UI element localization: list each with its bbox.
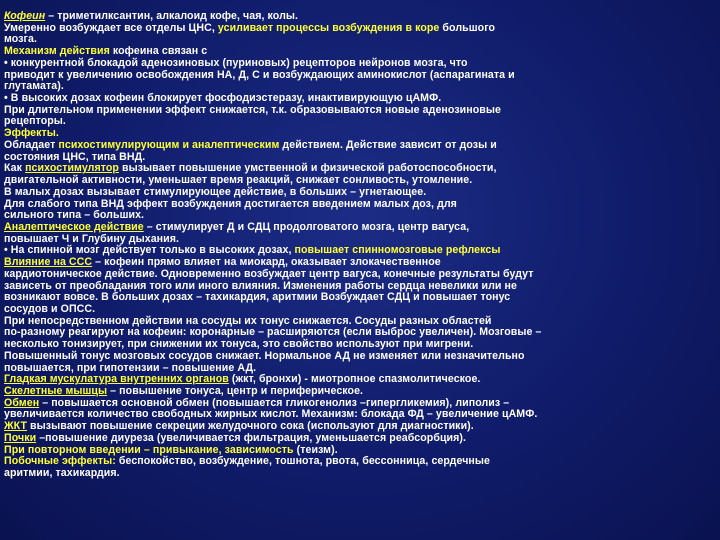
text: При непосредственном действии на сосуды их тонус снижается. Сосуды разных областей: [4, 314, 492, 327]
term-analeptic: Аналептическое действие: [4, 220, 144, 233]
text: – повышается основной обмен (повышается гликогенолиз –гипергликемия), липолиз –: [39, 396, 510, 409]
text: действием. Действие зависит от дозы и: [279, 138, 497, 151]
term-skeletal: Скелетные мышцы: [4, 385, 108, 397]
paragraph-side-effects-cont: [4, 468, 716, 480]
text: приводит к увеличению освобождения НА, Д, С и возбуждающих аминокислот (аспарагината и: [4, 68, 515, 81]
text: двигательной активности, уменьшает время реакций, снижает сонливость, утомление.: [4, 174, 473, 187]
text: В малых дозах вызывает стимулирующее действие, в больших – угнетающее.: [4, 185, 427, 198]
text: Для слабого типа ВНД эффект возбуждения достигается введением малых доз, для: [4, 197, 457, 210]
text: кофеина связан с: [109, 45, 208, 58]
text: При длительном применении эффект снижается, т.к. образовываются новые аденозиновые: [4, 103, 501, 116]
text: беспокойство, возбуждение, тошнота, рвота, бессонница, сердечные: [115, 455, 490, 468]
highlight: усиливает процессы возбуждения в коре: [217, 21, 440, 34]
text: возникают вовсе. В больших дозах – тахикардия, аритмии Возбуждает СДЦ и повышает тонус: [4, 291, 511, 304]
text: сильного типа – больших.: [4, 209, 145, 222]
highlight: психостимулирующим и аналептическим: [58, 138, 280, 151]
text: аритмии, тахикардия.: [4, 467, 120, 480]
text: • На спинной мозг действует только в высоких дозах,: [4, 244, 295, 257]
text: –повышение диуреза (увеличивается фильтрация, уменьшается реабсорбция).: [36, 431, 467, 444]
text: вызывает повышение умственной и физической работоспособности,: [118, 162, 497, 175]
text: – триметилксантин, алкалоид кофе, чая, колы.: [45, 10, 299, 22]
term-metabolism: Обмен: [4, 396, 40, 409]
text: Повышенный тонус мозговых сосудов снижает. Нормальное АД не изменяет или незначительно: [4, 349, 525, 362]
term-effects: Эффекты.: [4, 127, 59, 140]
text: сосудов и ОПСС.: [4, 302, 96, 315]
text: • В высоких дозах кофеин блокирует фосфодиэстеразу, инактивирующую цАМФ.: [4, 92, 442, 105]
bullet-adenosine-cont: [4, 70, 716, 82]
term-mechanism: Механизм действия: [4, 45, 110, 58]
highlight: При повторном введении – привыкание, зависимость: [4, 443, 294, 456]
paragraph-ccc-cont: [4, 292, 716, 304]
term-gi: ЖКТ: [4, 420, 28, 433]
term-side-effects: Побочные эффекты:: [4, 455, 116, 468]
text: (теизм).: [293, 443, 338, 456]
paragraph-cns: [4, 23, 716, 35]
text: (жкт, бронхи) - миотропное спазмолитическое.: [228, 373, 481, 386]
term-smooth-muscle: Гладкая мускулатура внутренних органов: [4, 373, 229, 386]
text: зависеть от преобладания того или иного влияния. Изменения работы сердца невелики или не: [4, 279, 517, 292]
text: • конкурентной блокадой аденозиновых (пуриновых) рецепторов нейронов мозга, что: [4, 56, 468, 69]
text: мозга.: [4, 33, 38, 46]
text: Обладает: [4, 138, 59, 151]
text: глутамата).: [4, 80, 64, 93]
text: повышает Ч и Глубину дыхания.: [4, 232, 180, 245]
term-kidneys: Почки: [4, 431, 37, 444]
text: Как: [4, 162, 26, 175]
text: – кофеин прямо влияет на миокард, оказывает злокачественное: [92, 256, 441, 269]
text: состояния ЦНС, типа ВНД.: [4, 150, 146, 163]
term-ccc: Влияние на ССС: [4, 256, 93, 269]
text: Умеренно возбуждает все отделы ЦНС,: [4, 21, 218, 34]
text: большого: [439, 21, 496, 34]
slide-text: [4, 11, 716, 480]
text: увеличивается количество свободных жирных кислот. Механизм: блокада ФД – увеличение цАМФ.: [4, 408, 538, 421]
text: по-разному реагируют на кофеин: коронарные – расширяются (если выброс увеличен). Мозговые –: [4, 326, 542, 339]
term-psychostimulant: психостимулятор: [25, 162, 119, 175]
text: – повышение тонуса, центр и периферическое.: [107, 385, 364, 397]
text: – стимулирует Д и СДЦ продолговатого мозга, центр вагуса,: [143, 220, 470, 233]
text: кардиотоническое действие. Одновременно возбуждает центр вагуса, конечные результаты будут: [4, 267, 534, 280]
term-caffeine: Кофеин: [4, 10, 46, 22]
paragraph-tolerance-cont: [4, 116, 716, 128]
text: повышается, при гипотензии – повышение АД.: [4, 361, 257, 374]
paragraph-tolerance: [4, 105, 716, 117]
highlight: повышает спинномозговые рефлексы: [294, 244, 501, 257]
text: вызывают повышение секреции желудочного сока (используют для диагностики).: [27, 420, 474, 433]
text: несколько тонизирует, при снижении их тонуса, это свойство используют при мигрени.: [4, 338, 474, 351]
text: рецепторы.: [4, 115, 66, 128]
